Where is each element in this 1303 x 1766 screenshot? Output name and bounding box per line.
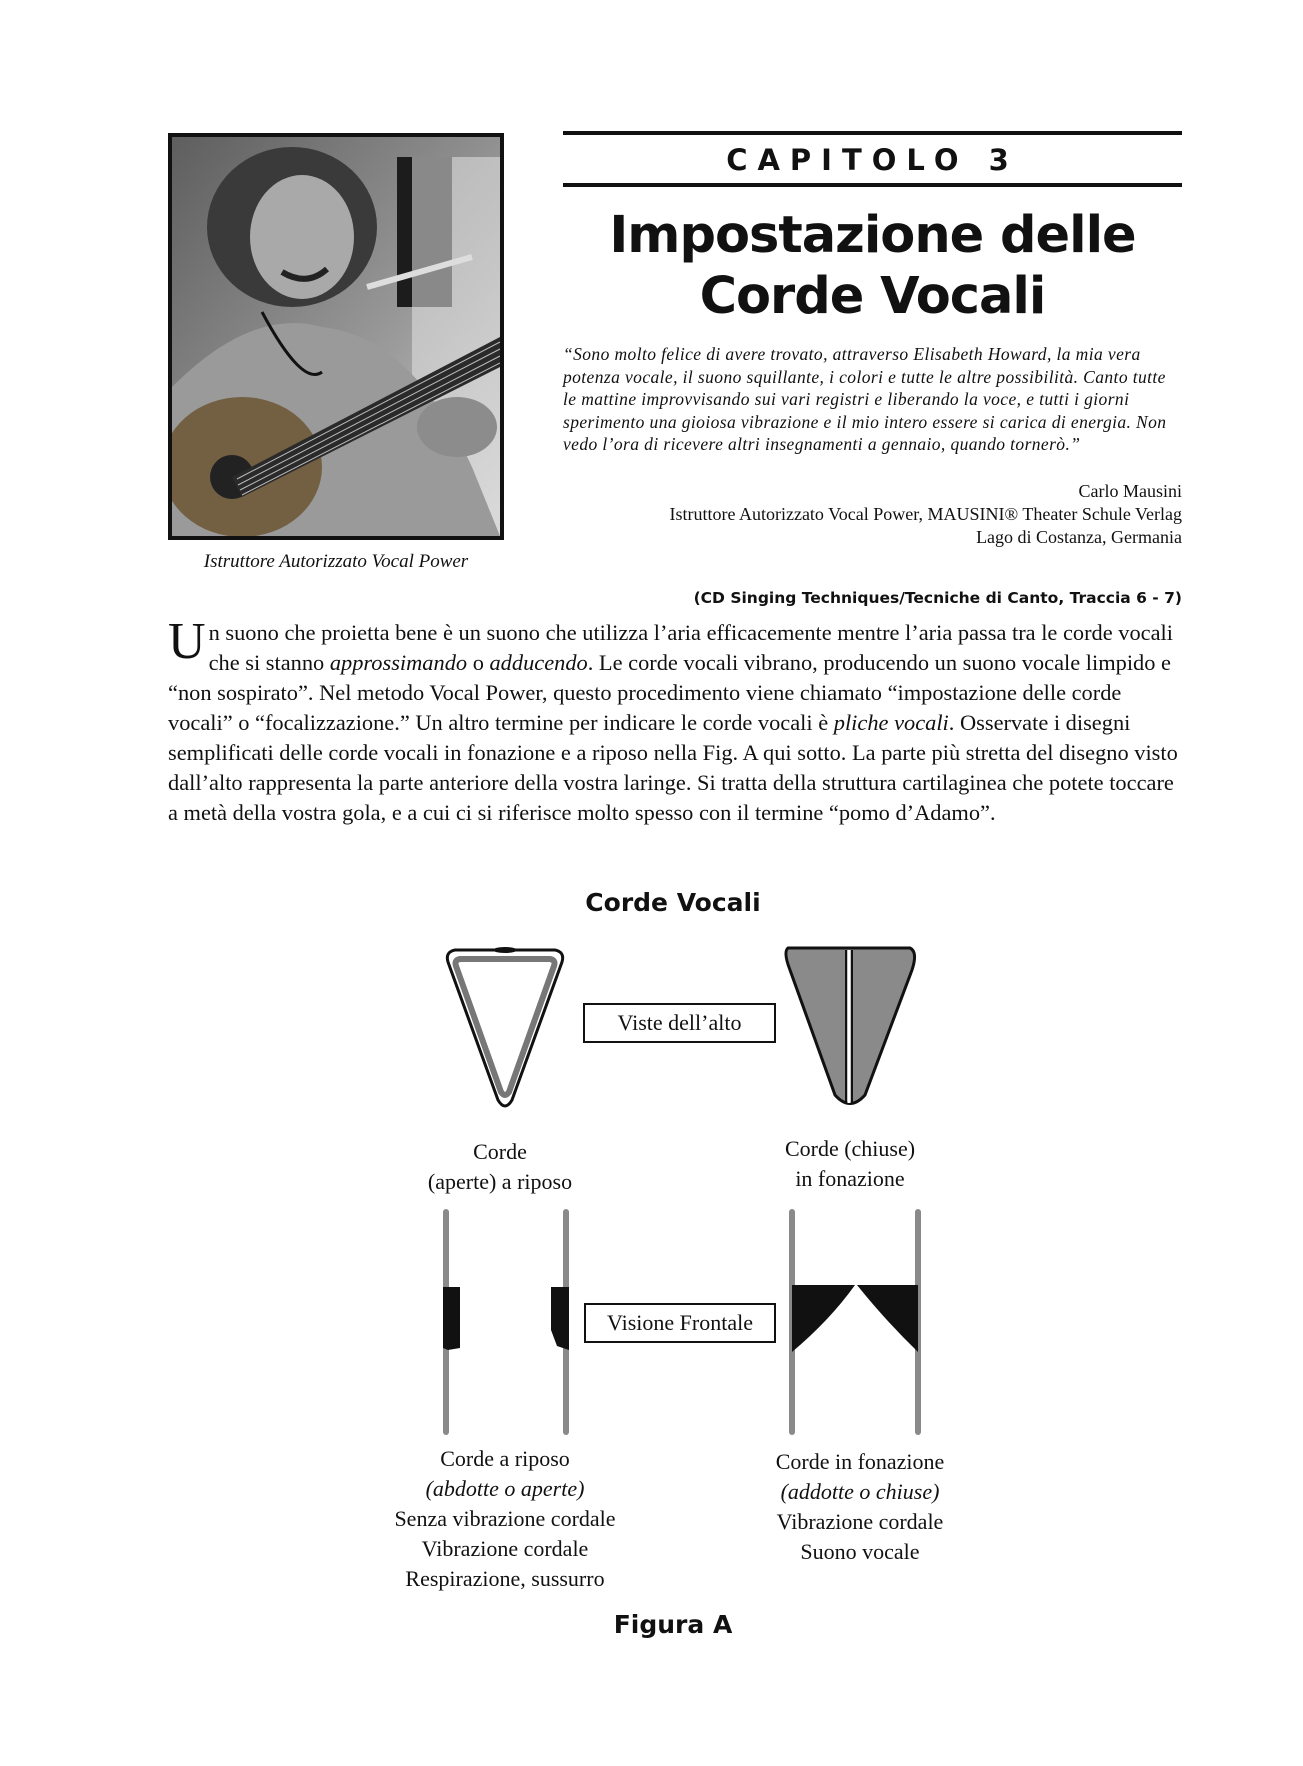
resting-cords-front-view <box>443 1212 569 1432</box>
figure-title: Corde Vocali <box>585 888 761 917</box>
body-text-1: n suono che proietta bene è un suono che utilizza l’aria efficacemente mentre l’aria passa tra le corde vocali che si stanno <box>208 620 1173 675</box>
phonation-cords-label <box>710 1447 1010 1567</box>
cd-track-reference: (CD Singing Techniques/Tecniche di Canto, Traccia 6 - 7) <box>693 589 1182 607</box>
body-text-4: . Osservate i disegni semplificati delle corde vocali in fonazione e a riposo nella Fig. A qui sotto. La parte più stretta del disegno visto dall’alto rappresenta la parte anteriore della vostra laringe. Si tratta della struttura cartilaginea che potete toccare a metà della vostra gola, e a cui ci si riferisce molto spesso con il termine “pomo d’Adamo”. <box>168 710 1178 825</box>
open-cords-label <box>360 1137 640 1197</box>
chapter-title-line2: Corde Vocali <box>699 267 1046 326</box>
body-emphasis-3: pliche vocali <box>833 710 949 735</box>
resting-label-line4: Vibrazione cordale <box>421 1536 589 1561</box>
body-emphasis-1: approssimando <box>329 650 468 675</box>
photo-caption: Istruttore Autorizzato Vocal Power <box>203 551 469 572</box>
phonation-label-line1: Corde in fonazione <box>775 1449 945 1474</box>
figure-caption: Figura A <box>613 1610 733 1639</box>
phonation-label-line2: (addotte o chiuse) <box>780 1479 940 1504</box>
resting-label-line2: (abdotte o aperte) <box>425 1476 585 1501</box>
phonation-label-line3: Vibrazione cordale <box>776 1509 944 1534</box>
resting-label-line1: Corde a riposo <box>440 1446 570 1471</box>
top-view-label: Viste dell’alto <box>583 1003 776 1043</box>
resting-label-line5: Respirazione, sussurro <box>405 1566 605 1591</box>
chapter-number: CAPITOLO 3 <box>726 143 1019 177</box>
closed-cords-label-line1: Corde (chiuse) <box>784 1136 916 1161</box>
quote-author-role: Istruttore Autorizzato Vocal Power, MAUSINI® Theater Schule Verlag <box>669 504 1182 524</box>
open-cords-label-line2: (aperte) a riposo <box>427 1169 573 1194</box>
resting-cords-label <box>355 1444 655 1594</box>
front-view-label: Visione Frontale <box>584 1303 776 1343</box>
testimonial-quote: “Sono molto felice di avere trovato, attraverso Elisabeth Howard, la mia vera potenza vocale, il suono squillante, i colori e tutte le altre possibilità. Canto tutte le mattine improvvisando sui vari registri e liberando la voce, e tutti i giorni sperimento una gioiosa vibrazione e il mio intero essere si carica di energia. Non vedo l’ora di ricevere altri insegnamenti a gennaio, quando tornerò.” <box>563 344 1167 454</box>
body-text-3: . Le corde vocali vibrano, producendo un suono vocale limpido e “non sospirato”. Nel metodo Vocal Power, questo procedimento viene chiamato “impostazione delle corde vocali” o “focalizzazione.” Un altro termine per indicare le corde vocali è <box>168 650 1171 735</box>
resting-label-line3: Senza vibrazione cordale <box>394 1506 616 1531</box>
phonation-label-line4: Suono vocale <box>800 1539 920 1564</box>
closed-cords-label <box>710 1134 990 1194</box>
open-cords-label-line1: Corde <box>473 1139 527 1164</box>
drop-cap: U <box>168 613 206 670</box>
closed-cords-label-line2: in fonazione <box>795 1166 905 1191</box>
quote-author: Carlo Mausini <box>1078 481 1182 501</box>
body-text-2: o <box>467 650 490 675</box>
body-emphasis-2: adducendo <box>489 650 588 675</box>
phonation-cords-front-view <box>792 1212 918 1432</box>
quote-author-location: Lago di Costanza, Germania <box>976 527 1182 547</box>
chapter-title-line1: Impostazione delle <box>609 206 1136 265</box>
